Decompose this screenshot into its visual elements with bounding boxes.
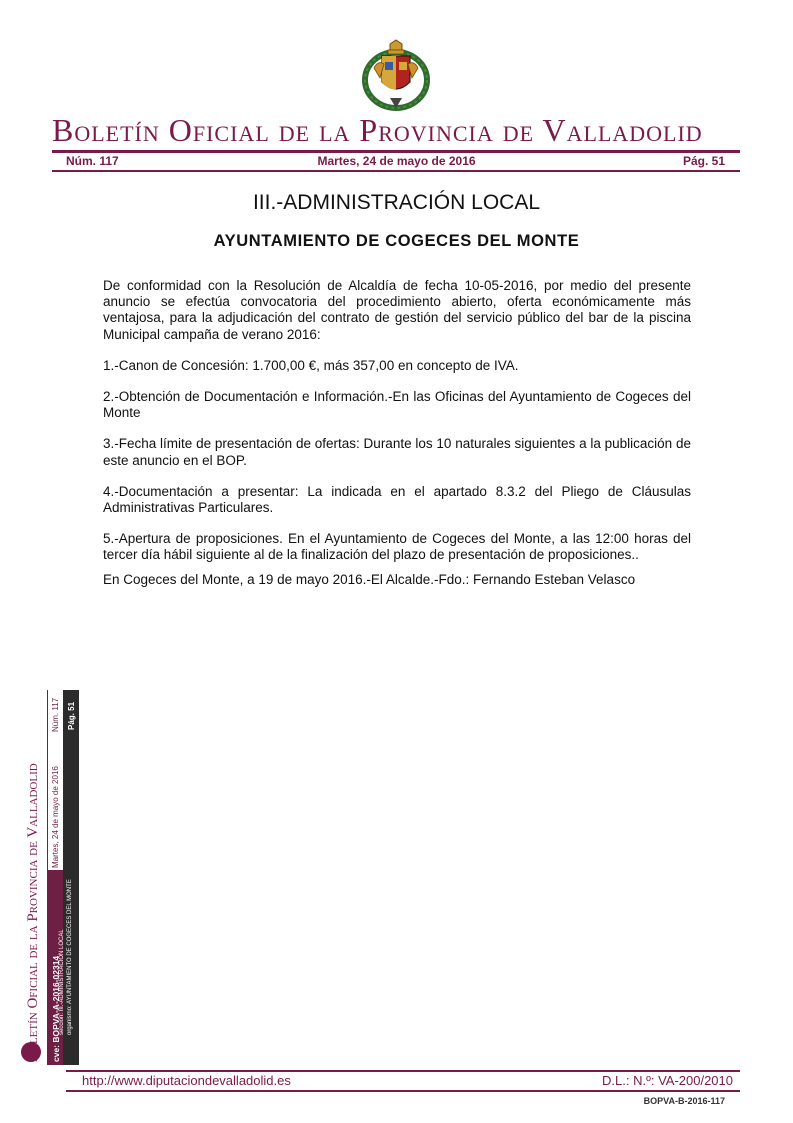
item-opening: 5.-Apertura de proposiciones. En el Ayuntamiento de Cogeces del Monte, a las 12:00 horas del tercer día hábil siguiente al de la finalización del plazo de presentación de proposiciones.. xyxy=(103,531,691,563)
footer-rule-top xyxy=(66,1070,740,1072)
entity-title: AYUNTAMIENTO DE COGECES DEL MONTE xyxy=(213,232,580,250)
side-number: Núm. 117 xyxy=(51,697,60,732)
footer-url[interactable]: http://www.diputaciondevalladolid.es xyxy=(82,1073,291,1088)
side-date: Martes, 24 de mayo de 2016 xyxy=(51,766,60,868)
side-cve: cve: BOPVA-A-2016-02314 xyxy=(51,955,61,1062)
side-page: Pág. 51 xyxy=(67,701,76,730)
footer-rule-bottom xyxy=(66,1090,740,1092)
coat-of-arms-icon xyxy=(360,38,432,112)
masthead-title: Boletín Oficial de la Provincia de Valladolid xyxy=(52,112,703,148)
document-reference: BOPVA-B-2016-117 xyxy=(643,1096,725,1106)
item-deadline: 3.-Fecha límite de presentación de ofertas: Durante los 10 naturales siguientes a la publicación de este anuncio en el BOP. xyxy=(103,436,691,468)
footer-legal: D.L.: N.º: VA-200/2010 xyxy=(602,1073,733,1088)
item-canon: 1.-Canon de Concesión: 1.700,00 €, más 357,00 en concepto de IVA. xyxy=(103,357,519,373)
header-rule xyxy=(52,170,740,172)
page-number: Pág. 51 xyxy=(682,154,725,168)
signature-line: En Cogeces del Monte, a 19 de mayo 2016.-El Alcalde.-Fdo.: Fernando Esteban Velasco xyxy=(103,571,636,587)
side-section: sección: III.-ADMINISTRACIÓN LOCAL xyxy=(59,929,65,1035)
side-masthead-title: Boletín Oficial de la Provincia de Valladolid xyxy=(25,763,41,1062)
item-required-docs: 4.-Documentación a presentar: La indicada en el apartado 8.3.2 del Pliego de Cláusulas Administrativas Particulares. xyxy=(103,483,691,516)
announcement-body xyxy=(103,278,691,603)
issue-number: Núm. 117 xyxy=(66,154,119,168)
intro-paragraph: De conformidad con la Resolución de Alcaldía de fecha 10-05-2016, por medio del presente anuncio se efectúa convocatoria del procedimiento abierto, oferta económicamente más ventajosa, para la adjudicación del contrato de gestión del servicio público del bar de la piscina Municipal campaña de verano 2016: xyxy=(103,278,691,342)
item-documentation: 2.-Obtención de Documentación e Información.-En las Oficinas del Ayuntamiento de Cogeces del Monte xyxy=(103,389,691,421)
section-title: III.-ADMINISTRACIÓN LOCAL xyxy=(252,191,541,214)
issue-date: Martes, 24 de mayo de 2016 xyxy=(317,154,476,168)
side-organism: organismo: AYUNTAMIENTO DE COGECES DEL MONTE xyxy=(67,879,73,1035)
